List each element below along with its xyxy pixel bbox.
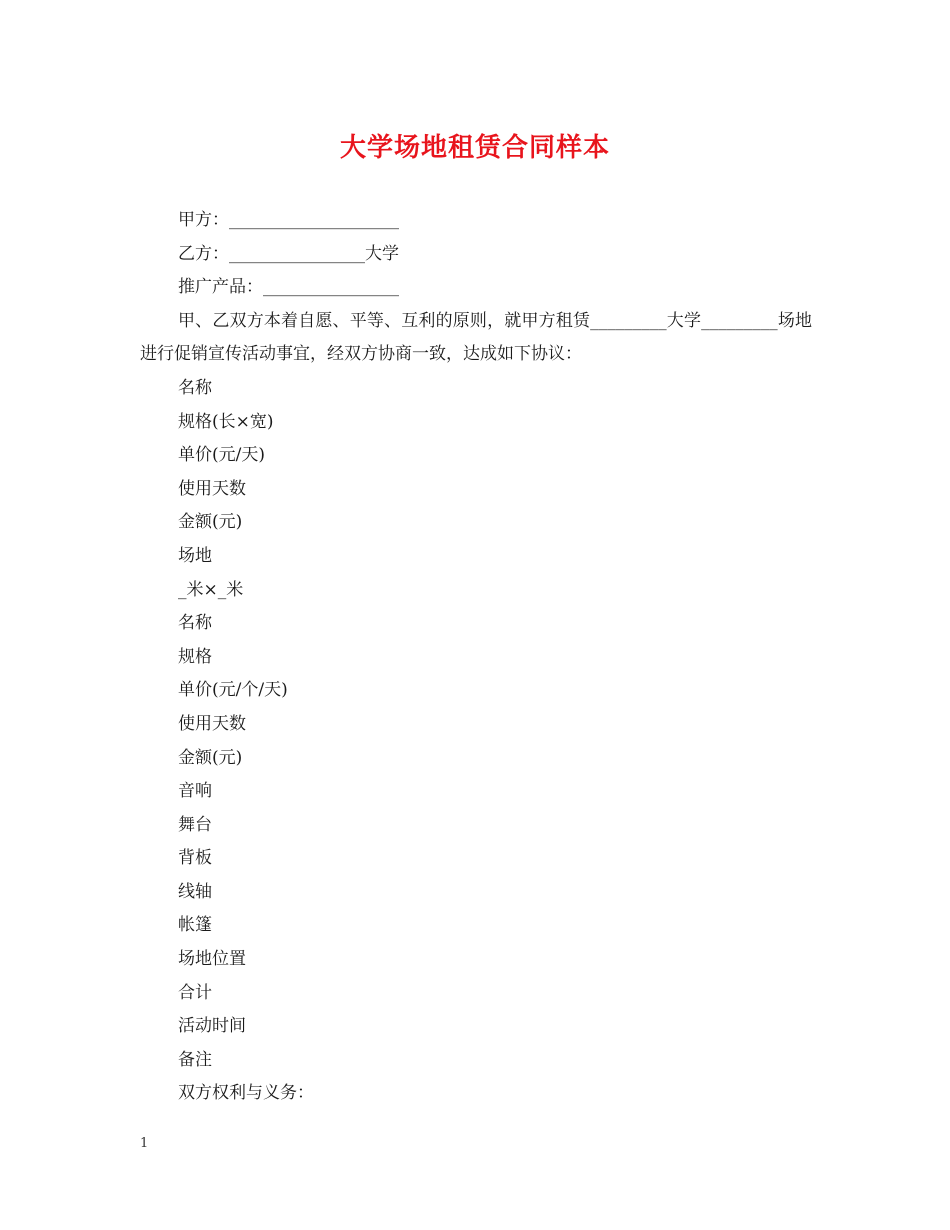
section-heading: 双方权利与义务：	[178, 1083, 314, 1104]
list-item: 单价(元/个/天)	[178, 680, 288, 701]
list-item: 单价(元/天)	[178, 445, 265, 466]
document-title: 大学场地租赁合同样本	[339, 133, 610, 163]
page-number: 1	[140, 1136, 149, 1151]
list-item: 使用天数	[178, 478, 246, 499]
list-item: 名称	[178, 377, 212, 398]
list-item: 场地	[178, 545, 212, 566]
list-item: 金额(元)	[178, 512, 243, 533]
list-item: 帐篷	[178, 915, 212, 936]
agreement-paragraph: 甲、乙双方本着自愿、平等、互利的原则，就甲方租赁_________大学_________场地进行促销宣传活动事宜，经双方协商一致，达成如下协议：	[140, 310, 812, 365]
list-item: 活动时间	[178, 1016, 246, 1037]
document-body	[140, 204, 812, 1111]
list-item: 场地位置	[178, 949, 246, 970]
list-item: 金额(元)	[178, 747, 243, 768]
party-a-line: 甲方：____________________	[178, 210, 399, 230]
list-item: _米×_米	[178, 579, 244, 600]
list-item: 规格(长×宽)	[178, 411, 274, 432]
product-line: 推广产品：________________	[178, 277, 399, 298]
list-item: 音响	[178, 781, 212, 802]
list-item: 合计	[178, 982, 212, 1003]
list-item: 规格	[178, 646, 212, 667]
list-item: 线轴	[178, 881, 212, 902]
list-item: 名称	[178, 613, 212, 634]
party-b-line: 乙方：________________大学	[178, 243, 399, 264]
list-item: 背板	[178, 848, 212, 869]
list-item: 使用天数	[178, 713, 246, 734]
list-item: 备注	[178, 1049, 212, 1070]
list-item: 舞台	[178, 814, 212, 835]
